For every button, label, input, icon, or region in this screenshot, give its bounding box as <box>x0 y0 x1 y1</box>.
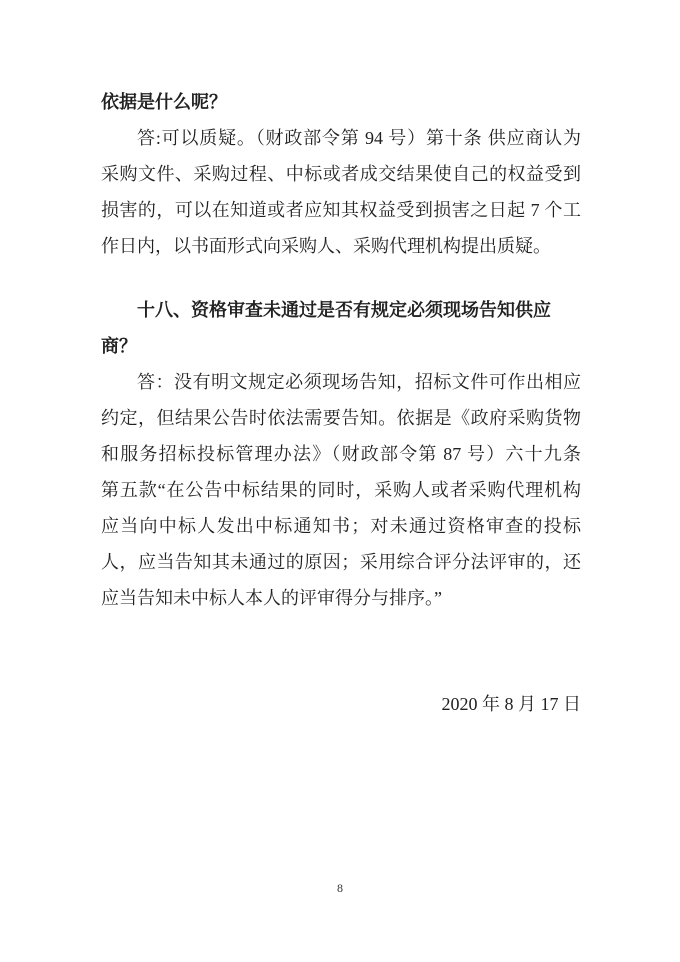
q18-answer-line: 和服务招标投标管理办法》（财政部令第 87 号）六十九条 <box>101 444 581 464</box>
q17-answer-line: 采购文件、采购过程、中标或者成交结果使自己的权益受到 <box>101 164 581 184</box>
q18-answer-line: 第五款“在公告中标结果的同时，采购人或者采购代理机构 <box>101 480 581 500</box>
q18-answer-line: 应当向中标人发出中标通知书；对未通过资格审查的投标 <box>101 516 581 536</box>
q18-answer-line: 答：没有明文规定必须现场告知，招标文件可作出相应 <box>137 372 581 392</box>
q18-heading-line: 商？ <box>101 336 137 356</box>
q18-heading-line: 十八、资格审查未通过是否有规定必须现场告知供应 <box>137 300 551 320</box>
q18-answer-line: 人，应当告知其未通过的原因；采用综合评分法评审的，还 <box>101 552 581 572</box>
q17-heading-tail: 依据是什么呢？ <box>101 92 227 112</box>
document-date: 2020 年 8 月 17 日 <box>441 694 581 714</box>
q18-answer-line: 约定，但结果公告时依法需要告知。依据是《政府采购货物 <box>101 408 581 428</box>
q18-answer-line: 应当告知未中标人本人的评审得分与排序。” <box>101 588 442 608</box>
q17-answer-line: 作日内，以书面形式向采购人、采购代理机构提出质疑。 <box>101 236 551 256</box>
page-number: 8 <box>337 881 343 895</box>
section-gap <box>101 264 581 292</box>
document-content <box>101 84 581 722</box>
q17-answer-line: 损害的，可以在知道或者应知其权益受到损害之日起 7 个工 <box>101 200 581 220</box>
q17-answer-line: 答:可以质疑。（财政部令第 94 号）第十条 供应商认为 <box>137 128 581 148</box>
